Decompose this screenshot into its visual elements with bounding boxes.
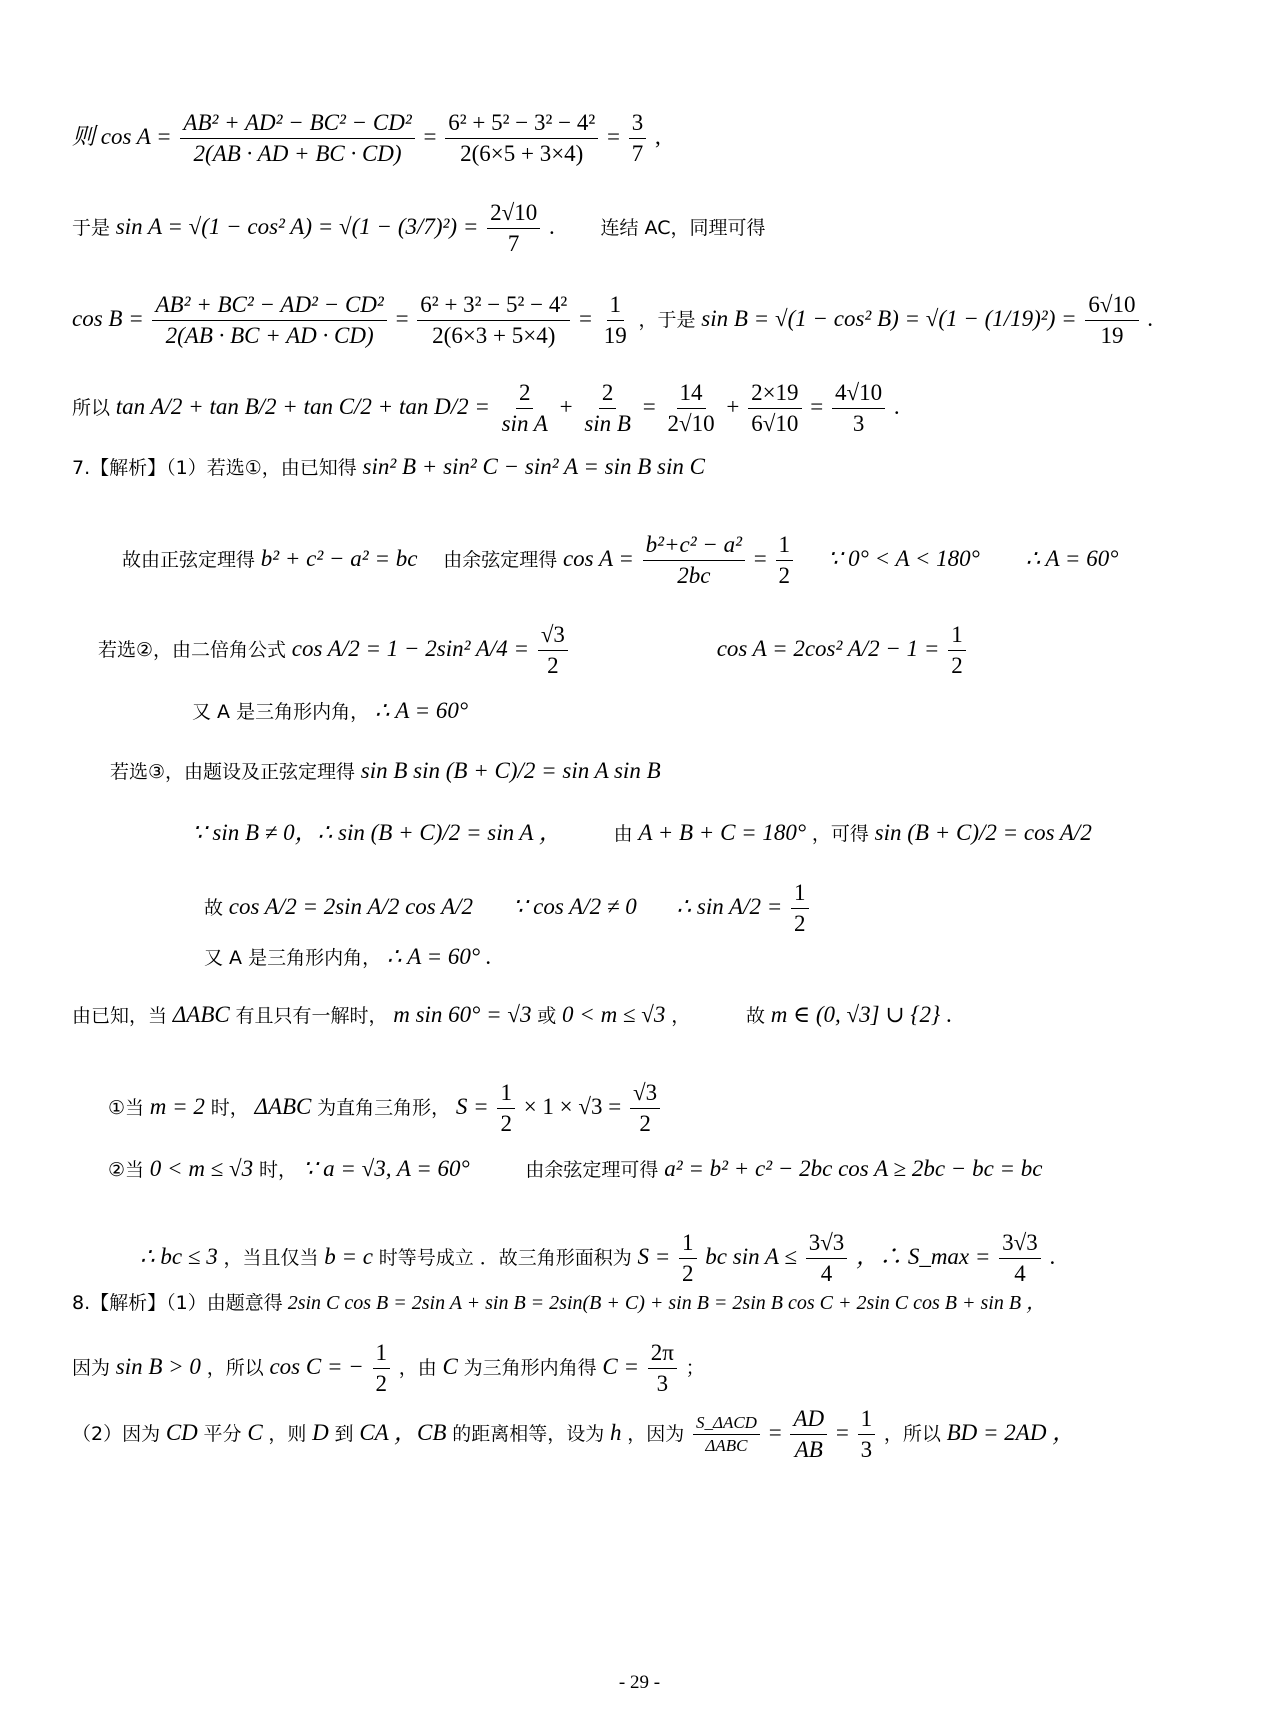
cosB-prefix: cos B = (72, 305, 144, 331)
sinA-expr: sin A = √(1 − cos² A) = √(1 − (3/7)²) = (115, 213, 479, 239)
cosA-line: 则 cos A = $\frac{\text{AB² + AD² − BC² − CD²}}{2(AB \cdot AD + BC \cdot CD)}$ = $\frac{\text{6² + 5² − 3² − 4²}}{2(6\times 5 + 3\times 4)}$ = $\frac{3}{7}$ , (72, 108, 661, 169)
p7-choice3-conclusion: 又 A 是三角形内角， ∴ A = 60° . (204, 944, 492, 969)
p7-case1-line: ①当 m = 2 时， ΔABC 为直角三角形， S = $\frac{1}{2}$ × 1 × √3 = $\frac{√3}{2}$ (108, 1078, 663, 1139)
tan-line: 所以 tan A/2 + tan B/2 + tan C/2 + tan D/2 = $\frac{2}{\text{sin A}}$ + $\frac{2}{\text{sin B}}$ = $\frac{14}{2√10}$ + $\frac{2\times 19}{6√10}$ = $\frac{4√10}{3}$ . (72, 378, 900, 439)
p7-choice3-step2: 故 cos A/2 = 2sin A/2 cos A/2 ∵ cos A/2 ≠ 0 ∴ sin A/2 = $\frac{1}{2}$ (204, 878, 812, 939)
cosA-prefix: 则 cos A = (72, 123, 172, 149)
p7-choice1-line: 故由正弦定理得 b² + c² − a² = bc 由余弦定理得 cos A = $\frac{\text{b²+c² − a²}}{2bc}$ = $\frac{1}{2}$ ∵ 0° < A < 180° ∴ A = 60° (122, 532, 1119, 588)
sinA-result: $\frac{2√10}{7}$ (487, 198, 540, 259)
tan-expr: tan A/2 + tan B/2 + tan C/2 + tan D/2 = (115, 393, 490, 419)
sinA-line: 于是 sin A = √(1 − cos² A) = √(1 − (3/7)²) = $\frac{2√10}{7}$ . 连结 AC，同理可得 (72, 198, 765, 259)
cosA-fraction: $\frac{\text{AB² + AD² − BC² − CD²}}{2(AB \cdot AD + BC \cdot CD)}$ (180, 108, 414, 169)
p7-case2-line: ②当 0 < m ≤ √3 时， ∵ a = √3, A = 60° 由余弦定理可得 a² = b² + c² − 2bc cos A ≥ 2bc − bc = bc (108, 1156, 1043, 1181)
p8-line3: （2）因为 CD 平分 C ，则 D 到 CA ，CB 的距离相等，设为 h ，因为 $\frac{\text{S\_ΔACD}}{\text{ΔABC}}$ = $\frac{AD}{AB}$ = $\frac{1}{3}$ ，所以 BD = 2AD ， (72, 1406, 1076, 1462)
cosB-result: $\frac{1}{19}$ (603, 292, 627, 348)
cosA-result: $\frac{3}{7}$ (629, 108, 647, 169)
p7-choice3-line: 若选③，由题设及正弦定理得 sin B sin (B + C)/2 = sin A sin B (110, 758, 661, 783)
tan-result: $\frac{4√10}{3}$ (832, 378, 885, 439)
tan-prefix: 所以 (72, 396, 111, 419)
page-number: - 29 - (618, 1672, 661, 1693)
sinA-prefix: 于是 (72, 216, 111, 239)
cosA-fraction-values: $\frac{\text{6² + 5² − 3² − 4²}}{2(6\times 5 + 3\times 4)}$ (445, 108, 598, 169)
sinB-expr: sin B = √(1 − cos² B) = √(1 − (1/19)²) = (701, 305, 1077, 331)
p8-heading: 8.【解析】（1）由题意得 2sin C cos B = 2sin A + sin B = 2sin(B + C) + sin B = 2sin B cos C + 2sin C cos B + sin B ， (72, 1292, 1047, 1314)
cosB-fraction: $\frac{\text{AB² + BC² − AD² − CD²}}{2(AB \cdot BC + AD \cdot CD)}$ (152, 290, 386, 351)
sinB-result: $\frac{6√10}{19}$ (1085, 290, 1138, 351)
p7-heading: 7.【解析】（1）若选①，由已知得 sin² B + sin² C − sin² A = sin B sin C (72, 454, 705, 479)
p7-area-line: ∴ bc ≤ 3 ，当且仅当 b = c 时等号成立 ．故三角形面积为 S = $\frac{1}{2}$ bc sin A ≤ $\frac{3√3}{4}$ ，∴ S_max = $\frac{3√3}{4}$ . (140, 1230, 1056, 1286)
cosB-line: cos B = $\frac{\text{AB² + BC² − AD² − CD²}}{2(AB \cdot BC + AD \cdot CD)}$ = $\frac{\text{6² + 3² − 5² − 4²}}{2(6\times 3 + 5\times 4)}$ = $\frac{1}{19}$ ，于是 sin B = √(1 − cos² B) = √(1 − (1/19)²) = $\frac{6√10}{19}$ . (72, 290, 1153, 351)
cosB-fraction-values: $\frac{\text{6² + 3² − 5² − 4²}}{2(6\times 3 + 5\times 4)}$ (417, 290, 570, 351)
p8-line2: 因为 sin B > 0 ，所以 cos C = − $\frac{1}{2}$ ，由 C 为三角形内角得 C = $\frac{2\pi}{3}$ ； (72, 1340, 705, 1396)
p8-label: 8.【解析】（1）由题意得 (72, 1292, 283, 1314)
p7-range-line: 由已知，当 ΔABC 有且只有一解时， m sin 60° = √3 或 0 < m ≤ √3 ， 故 m ∈ (0, √3] ∪ {2} . (72, 1002, 952, 1027)
p7-label: 7.【解析】（1）若选①，由已知得 (72, 457, 357, 479)
p7-choice2-conclusion: 又 A 是三角形内角， ∴ A = 60° (192, 698, 469, 723)
connect-ac-text: 连结 AC，同理可得 (600, 216, 766, 239)
p7-choice2-line: 若选②，由二倍角公式 cos A/2 = 1 − 2sin² A/4 = $\frac{√3}{2}$ cos A = 2cos² A/2 − 1 = $\frac{1}{2}$ (98, 620, 969, 681)
p7-choice3-step: ∵ sin B ≠ 0，∴ sin (B + C)/2 = sin A ， 由 A + B + C = 180° ，可得 sin (B + C)/2 = cos A/2 (192, 820, 1092, 845)
